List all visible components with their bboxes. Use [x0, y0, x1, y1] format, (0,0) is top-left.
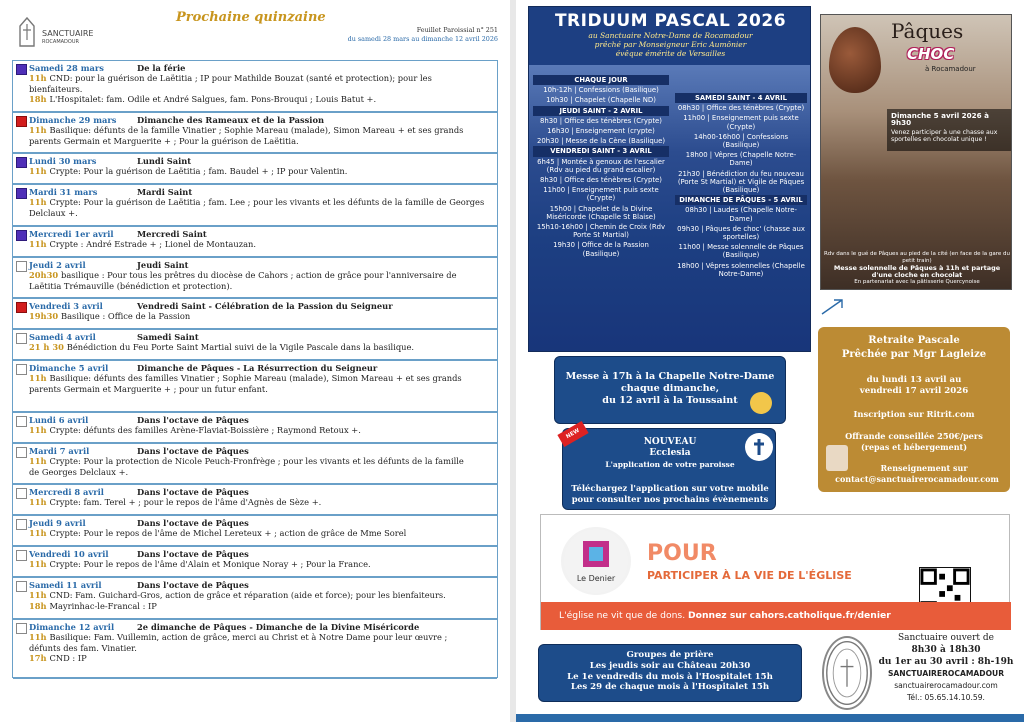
triduum-item: 15h10-16h00 | Chemin de Croix (Rdv Porte St Martial): [536, 223, 666, 240]
row-title: Dans l'octave de Pâques: [137, 549, 249, 559]
row-day: Mercredi 1er avril: [29, 229, 114, 239]
liturgical-color-checkbox[interactable]: [16, 188, 27, 199]
retraite-offrande: Offrande conseillée 250€/pers: [845, 431, 983, 441]
row-intention: 18h L'Hospitalet: fam. Odile et André Salgues, fam. Pons-Brouqui ; Louis Batut +.: [29, 94, 377, 105]
row-day: Samedi 4 avril: [29, 332, 96, 342]
row-intention: 11h Crypte: Pour le repos de l'âme de Michel Lereteux + ; action de grâce de Mme Sorel: [29, 528, 407, 539]
retraite-title: Retraite Pascale: [868, 335, 960, 346]
triduum-item: 08h30 | Laudes (Chapelle Notre-Dame): [685, 206, 797, 223]
retraite-contact-email[interactable]: contact@sanctuairerocamadour.com: [835, 474, 999, 484]
ecclesia-cross-icon: [745, 433, 773, 461]
liturgical-color-checkbox[interactable]: [16, 519, 27, 530]
row-day: Lundi 6 avril: [29, 415, 89, 425]
ecclesia-name: Ecclesia: [649, 448, 691, 458]
row-title: Dans l'octave de Pâques: [137, 415, 249, 425]
row-header: [29, 156, 491, 166]
triduum-item: 11h00 | Enseignement puis sexte (Crypte): [683, 114, 799, 131]
ecclesia-nouveau: NOUVEAU: [643, 437, 697, 447]
row-intention: 11h Basilique: Fam. Vuillemin, action de grâce, merci au Christ et à Notre Dame pour leur œuvre ;: [29, 632, 448, 643]
sanctuary-name: SANCTUAIRE ROCAMADOUR: [42, 29, 94, 45]
schedule-row: [13, 227, 497, 258]
schedule-row: [13, 61, 497, 113]
row-intention: Laëtitia Trémauville (bénédiction et protection).: [29, 280, 233, 291]
row-header: [29, 187, 491, 197]
liturgical-color-checkbox[interactable]: [16, 447, 27, 458]
triduum-day-header: CHAQUE JOUR: [533, 75, 669, 85]
row-intention: 11h CND: Fam. Guichard-Gros, action de grâce et réparation (aide et force); pour les bienfaiteurs.: [29, 590, 446, 601]
row-intention: 17h CND : IP: [29, 653, 87, 664]
row-intention: 20h30 basilique : Pour tous les prêtres du diocèse de Cahors ; action de grâce pour l'anniversaire de: [29, 270, 457, 281]
row-hour: 11h: [29, 528, 50, 539]
groupes-priere-box: Groupes de prière Les jeudis soir au Château 20h30 Le 1e vendredis du mois à l'Hospitalet 15h Les 29 de chaque mois à l'Hospitalet 15h: [538, 644, 802, 702]
svg-text:Le Denier: Le Denier: [576, 574, 616, 583]
row-title: Dimanche de Pâques - La Résurrection du Seigneur: [137, 363, 378, 373]
row-header: [29, 229, 491, 239]
row-hour: 18h: [29, 94, 50, 105]
schedule-row: [13, 330, 497, 361]
row-day: Vendredi 10 avril: [29, 549, 109, 559]
row-day: Dimanche 29 mars: [29, 115, 117, 125]
paques-footer: Rdv dans le gué de Pâques au pied de la cité (en face de la gare du petit train) Messe solennelle de Pâques à 11h et partage d'une cloche en chocolat En partenariat avec la pâtisserie Quercynoise: [823, 251, 1011, 285]
row-intention: 19h30 Basilique : Office de la Passion: [29, 311, 191, 322]
triduum-item: 11h00 | Enseignement puis sexte (Crypte): [543, 186, 659, 203]
row-title: Mardi Saint: [137, 187, 193, 197]
row-intention: parents Germain et Marguerite + ; Pour la guérison de Laëtitia.: [29, 135, 299, 146]
feuillet-info: Feuillet Paroissial n° 251 du samedi 28 mars au dimanche 12 avril 2026: [347, 26, 498, 43]
row-intention: défunts des fam. Vinatier.: [29, 642, 137, 653]
row-hour: 11h: [29, 497, 50, 508]
row-intention: de Georges Delclaux +.: [29, 466, 129, 477]
retraite-repas: (repas et hébergement): [860, 442, 968, 452]
row-header: [29, 622, 491, 632]
liturgical-color-checkbox[interactable]: [16, 416, 27, 427]
triduum-day-header: DIMANCHE DE PÂQUES - 5 AVRIL: [675, 195, 807, 205]
row-day: Samedi 11 avril: [29, 580, 102, 590]
row-header: [29, 301, 491, 311]
triduum-item: 10h30 | Chapelet (Chapelle ND): [546, 96, 656, 105]
triduum-item: 11h00 | Messe solennelle de Pâques (Basilique): [678, 243, 804, 260]
row-hour: 11h: [29, 590, 50, 601]
row-intention: 11h Crypte: Pour la guérison de Laëtitia ; fam. Lee ; pour les vivants et les défunts de la famille de Georges: [29, 197, 485, 208]
retraite-inscription: Inscription sur Ritrit.com: [853, 409, 975, 419]
schedule-row: [13, 547, 497, 578]
triduum-day-header: JEUDI SAINT - 2 AVRIL: [533, 106, 669, 116]
row-header: [29, 487, 491, 497]
triduum-item: 6h45 | Montée à genoux de l'escalier (Rdv au pied du grand escalier): [537, 157, 665, 174]
row-intention: 11h Crypte: Pour la guérison de Laëtitia ; fam. Baudel + ; IP pour Valentin.: [29, 166, 348, 177]
paques-place: à Rocamadour: [925, 65, 976, 73]
schedule-row: [13, 444, 497, 485]
row-day: Jeudi 9 avril: [29, 518, 86, 528]
row-intention: bienfaiteurs.: [29, 83, 83, 94]
denier-participer: PARTICIPER À LA VIE DE L'ÉGLISE: [647, 569, 852, 582]
denier-banner[interactable]: [540, 514, 1010, 630]
row-title: Dans l'octave de Pâques: [137, 487, 249, 497]
row-header: [29, 63, 491, 73]
retraite-pascale-box: [818, 327, 1010, 492]
triduum-item: 16h30 | Enseignement (crypte): [547, 127, 655, 136]
triduum-item: 08h30 | Office des ténèbres (Crypte): [677, 104, 805, 113]
row-header: [29, 415, 491, 425]
liturgical-color-checkbox[interactable]: [16, 581, 27, 592]
row-intention: 18h Mayrinhac-le-Francal : IP: [29, 600, 157, 611]
paques-info-box: Dimanche 5 avril 2026 à 9h30 Venez participer à une chasse aux sportelles en chocolat unique !: [887, 109, 1011, 151]
row-title: Vendredi Saint - Célébration de la Passion du Seigneur: [137, 301, 393, 311]
row-header: [29, 332, 491, 342]
liturgical-color-checkbox[interactable]: [16, 364, 27, 375]
liturgical-color-checkbox[interactable]: [16, 302, 27, 313]
page-title: Prochaine quinzaine: [176, 10, 326, 25]
liturgical-color-checkbox[interactable]: [16, 230, 27, 241]
schedule-row: [13, 154, 497, 185]
row-day: Lundi 30 mars: [29, 156, 97, 166]
bottom-bar: [516, 714, 1024, 722]
schedule-row: [13, 258, 497, 299]
row-header: [29, 115, 491, 125]
triduum-item: 20h30 | Messe de la Cène (Basilique): [536, 137, 666, 146]
praying-hands-icon: [750, 392, 772, 414]
row-title: Dans l'octave de Pâques: [137, 580, 249, 590]
liturgical-color-checkbox[interactable]: [16, 157, 27, 168]
triduum-item: 18h00 | Vêpres (Chapelle Notre-Dame): [685, 151, 797, 168]
schedule-row: [13, 578, 497, 620]
row-day: Vendredi 3 avril: [29, 301, 103, 311]
ecclesia-tagline: L'application de votre paroisse: [605, 460, 735, 469]
row-title: Mercredi Saint: [137, 229, 207, 239]
retraite-date-end: vendredi 17 avril 2026: [859, 386, 969, 396]
row-hour: 18h: [29, 600, 50, 611]
denier-pour: POUR: [647, 541, 717, 566]
triduum-item: 18h00 | Vêpres solennelles (Chapelle Notre-Dame): [677, 261, 805, 278]
row-header: [29, 446, 491, 456]
ecclesia-events: pour consulter nos prochains évènements: [571, 494, 769, 504]
row-hour: 19h30: [29, 311, 62, 322]
page-spine: [510, 0, 516, 722]
row-title: Samedi Saint: [137, 332, 199, 342]
row-intention: 11h Basilique: défunts des familles Vinatier ; Sophie Mareau (malade), Simon Mareau + et ses grands: [29, 373, 462, 384]
row-hour: 20h30: [29, 270, 62, 281]
arrow-icon: [820, 296, 850, 316]
retraite-renseignement: Renseignement sur: [880, 463, 968, 473]
row-day: Mardi 7 avril: [29, 446, 90, 456]
row-title: 2e dimanche de Pâques - Dimanche de la Divine Miséricorde: [137, 622, 420, 632]
sanctuary-seal-icon: [822, 636, 872, 710]
triduum-item: 8h30 | Office des ténèbres (Crypte): [540, 176, 662, 185]
new-badge: NEW: [557, 421, 588, 447]
row-hour: 11h: [29, 125, 50, 136]
schedule-row: [13, 620, 497, 679]
row-day: Samedi 28 mars: [29, 63, 104, 73]
row-title: De la férie: [137, 63, 186, 73]
paques-choc: CHOC: [907, 45, 955, 63]
row-title: Lundi Saint: [137, 156, 192, 166]
liturgical-color-checkbox[interactable]: [16, 550, 27, 561]
row-header: [29, 260, 491, 270]
row-intention: 21 h 30 Bénédiction du Feu Porte Saint Martial suivi de la Vigile Pascale dans la basilique.: [29, 342, 415, 353]
triduum-item: 14h00-16h00 | Confessions (Basilique): [693, 132, 789, 150]
sanctuary-logo-icon: [16, 16, 38, 50]
schedule-row: [13, 516, 497, 547]
row-intention: 11h Crypte: fam. Terel + ; pour le repos de l'âme d'Agnès de Sèze +.: [29, 497, 322, 508]
schedule-list: [12, 60, 498, 678]
denier-logo-icon: [561, 527, 631, 595]
row-intention: 11h Crypte : André Estrade + ; Lionel de Montauzan.: [29, 239, 257, 250]
row-day: Jeudi 2 avril: [29, 260, 86, 270]
row-hour: 21 h 30: [29, 342, 67, 353]
row-hour: 17h: [29, 653, 50, 664]
row-hour: 11h: [29, 632, 50, 643]
triduum-poster: [528, 6, 811, 352]
liturgical-color-checkbox[interactable]: [16, 116, 27, 127]
triduum-item: 21h30 | Bénédiction du feu nouveau (Porte St Martial) et Vigile de Pâques (Basilique): [677, 169, 805, 195]
row-title: Jeudi Saint: [137, 260, 189, 270]
triduum-column-right: [675, 93, 807, 279]
triduum-item: 09h30 | Pâques de choc' (chasse aux sportelles): [677, 224, 805, 242]
schedule-row: [13, 299, 497, 330]
row-day: Mardi 31 mars: [29, 187, 98, 197]
row-intention: Delclaux +.: [29, 207, 78, 218]
row-intention: 11h CND: pour la guérison de Laëtitia ; IP pour Mathilde Bouzat (santé et protection); pour les: [29, 73, 432, 84]
row-header: [29, 518, 491, 528]
triduum-item: 8h30 | Office des ténèbres (Crypte): [540, 116, 662, 125]
row-intention: 11h Crypte: défunts des familles Arène-Flaviat-Boissière ; Raymond Retoux +.: [29, 425, 361, 436]
triduum-item: 15h00 | Chapelet de la Divine Miséricorde (Chapelle St Blaise): [546, 204, 656, 221]
row-title: Dimanche des Rameaux et de la Passion: [137, 115, 325, 125]
row-header: [29, 549, 491, 559]
triduum-item: 19h30 | Office de la Passion (Basilique): [553, 241, 649, 258]
liturgical-color-checkbox[interactable]: [16, 623, 27, 634]
row-day: Mercredi 8 avril: [29, 487, 104, 497]
row-intention: parents Germain et Marguerite + ; pour un futur enfant.: [29, 383, 268, 394]
retraite-preacher: Prêchée par Mgr Lagleize: [841, 349, 987, 360]
liturgical-color-checkbox[interactable]: [16, 333, 27, 344]
paques-title: Pâques: [891, 19, 964, 43]
messe-notice: Messe à 17h à la Chapelle Notre-Dame chaque dimanche, du 12 avril à la Toussaint: [554, 356, 786, 424]
liturgical-color-checkbox[interactable]: [16, 64, 27, 75]
schedule-row: [13, 413, 497, 444]
triduum-title: TRIDUUM PASCAL 2026: [554, 11, 787, 31]
sanctuary-hours: Sanctuaire ouvert de 8h30 à 18h30 du 1er au 30 avril : 8h-19h SANCTUAIREROCAMADOUR sanctuairerocamadour.com Tél.: 05.65.14.10.59.: [878, 633, 1014, 702]
retraite-date-start: du lundi 13 avril au: [866, 375, 962, 385]
row-day: Dimanche 12 avril: [29, 622, 115, 632]
ecclesia-app-box[interactable]: [562, 428, 776, 510]
row-hour: 11h: [29, 239, 50, 250]
triduum-item: 10h-12h | Confessions (Basilique): [543, 86, 659, 95]
row-hour: 11h: [29, 425, 50, 436]
liturgical-color-checkbox[interactable]: [16, 261, 27, 272]
row-hour: 11h: [29, 373, 50, 384]
row-header: [29, 363, 491, 373]
triduum-day-header: VENDREDI SAINT - 3 AVRIL: [533, 146, 669, 156]
ecclesia-download: Téléchargez l'application sur votre mobile: [571, 483, 769, 493]
row-hour: 11h: [29, 456, 50, 467]
row-title: Dans l'octave de Pâques: [137, 446, 249, 456]
row-title: Dans l'octave de Pâques: [137, 518, 249, 528]
triduum-subtitle: au Sanctuaire Notre-Dame de Rocamadour prêché par Monseigneur Eric Aumônier évêque émérite de Versailles: [588, 31, 753, 58]
row-intention: 11h Crypte: Pour la protection de Nicole Peuch-Fronfrège ; pour les vivants et les défunts de la famille: [29, 456, 464, 467]
schedule-row: [13, 485, 497, 516]
schedule-row: [13, 185, 497, 227]
triduum-day-header: SAMEDI SAINT - 4 AVRIL: [675, 93, 807, 103]
paques-choc-poster: [820, 14, 1012, 290]
row-hour: 11h: [29, 73, 50, 84]
row-hour: 11h: [29, 559, 50, 570]
schedule-row: [13, 361, 497, 413]
row-hour: 11h: [29, 197, 50, 208]
schedule-row: [13, 113, 497, 154]
row-day: Dimanche 5 avril: [29, 363, 109, 373]
row-header: [29, 580, 491, 590]
row-intention: 11h Basilique: défunts de la famille Vinatier ; Sophie Mareau (malade), Simon Mareau + et ses grands: [29, 125, 464, 136]
liturgical-color-checkbox[interactable]: [16, 488, 27, 499]
row-hour: 11h: [29, 166, 50, 177]
triduum-column-left: [533, 75, 669, 259]
denier-bar: L'église ne vit que de dons. Donnez sur cahors.catholique.fr/denier: [541, 602, 1011, 630]
row-intention: 11h Crypte: Pour le repos de l'âme d'Alain et Monique Noray + ; Pour la France.: [29, 559, 371, 570]
